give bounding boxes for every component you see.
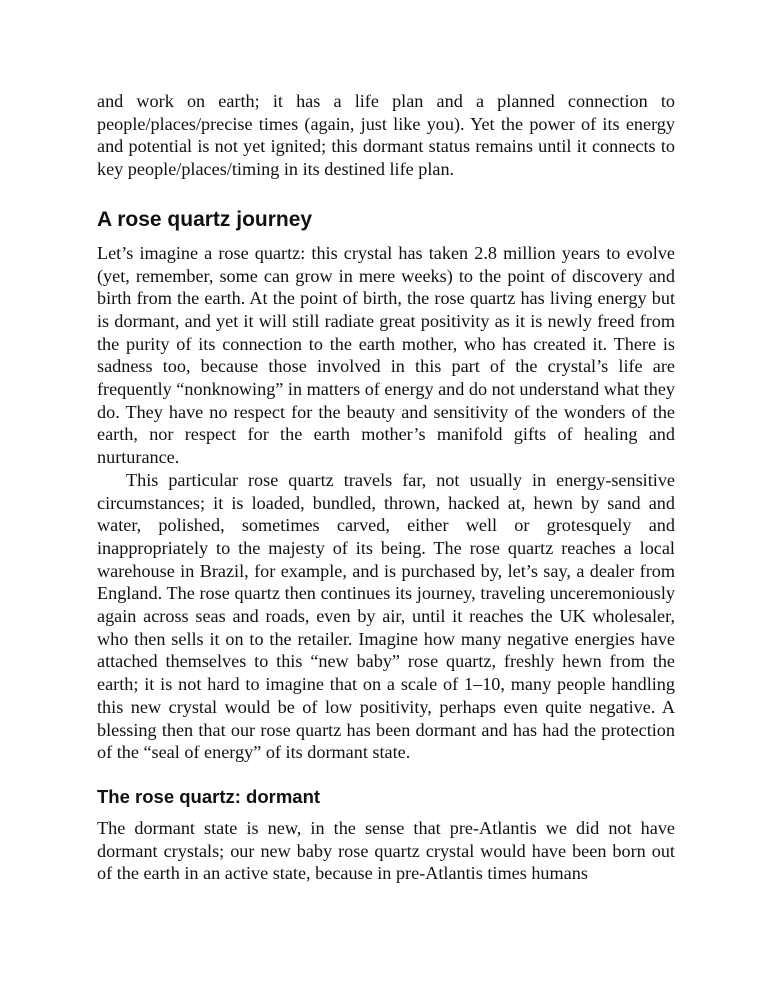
- body-paragraph: The dormant state is new, in the sense that pre-Atlantis we did not have dormant crystals; our new baby rose quartz crystal would have been born out of the earth in an active state, because in pre-Atlantis times humans: [97, 817, 675, 884]
- section-heading: A rose quartz journey: [97, 207, 313, 231]
- page-content: [97, 90, 675, 885]
- body-paragraph: Let’s imagine a rose quartz: this crystal has taken 2.8 million years to evolve (yet, remember, some can grow in mere weeks) to the point of discovery and birth from the earth. At the point of birth, the rose quartz has living energy but is dormant, and yet it will still radiate great positivity as it is newly freed from the purity of its connection to the earth mother, who has created it. There is sadness too, because those involved in this part of the crystal’s life are frequently “nonknowing” in matters of energy and do not understand what they do. They have no respect for the beauty and sensitivity of the wonders of the earth, nor respect for the earth mother’s manifold gifts of healing and nurturance.: [97, 242, 675, 468]
- body-paragraph: This particular rose quartz travels far, not usually in energy-sensitive circumstances; it is loaded, bundled, thrown, hacked at, hewn by sand and water, polished, sometimes carved, either well or grotesquely and inappropriately to the majesty of its being. The rose quartz reaches a local warehouse in Brazil, for example, and is purchased by, let’s say, a dealer from England. The rose quartz then continues its journey, traveling unceremoniously again across seas and roads, even by air, until it reaches the UK wholesaler, who then sells it on to the retailer. Imagine how many negative energies have attached themselves to this “new baby” rose quartz, freshly hewn from the earth; it is not hard to imagine that on a scale of 1–10, many people handling this new crystal would be of low positivity, perhaps even quite negative. A blessing then that our rose quartz has been dormant and has had the protection of the “seal of energy” of its dormant state.: [97, 469, 675, 763]
- body-paragraph: and work on earth; it has a life plan and a planned connection to people/places/precise times (again, just like you). Yet the power of its energy and potential is not yet ignited; this dormant status remains until it connects to key people/places/timing in its destined life plan.: [97, 91, 675, 180]
- subsection-heading: The rose quartz: dormant: [97, 785, 321, 807]
